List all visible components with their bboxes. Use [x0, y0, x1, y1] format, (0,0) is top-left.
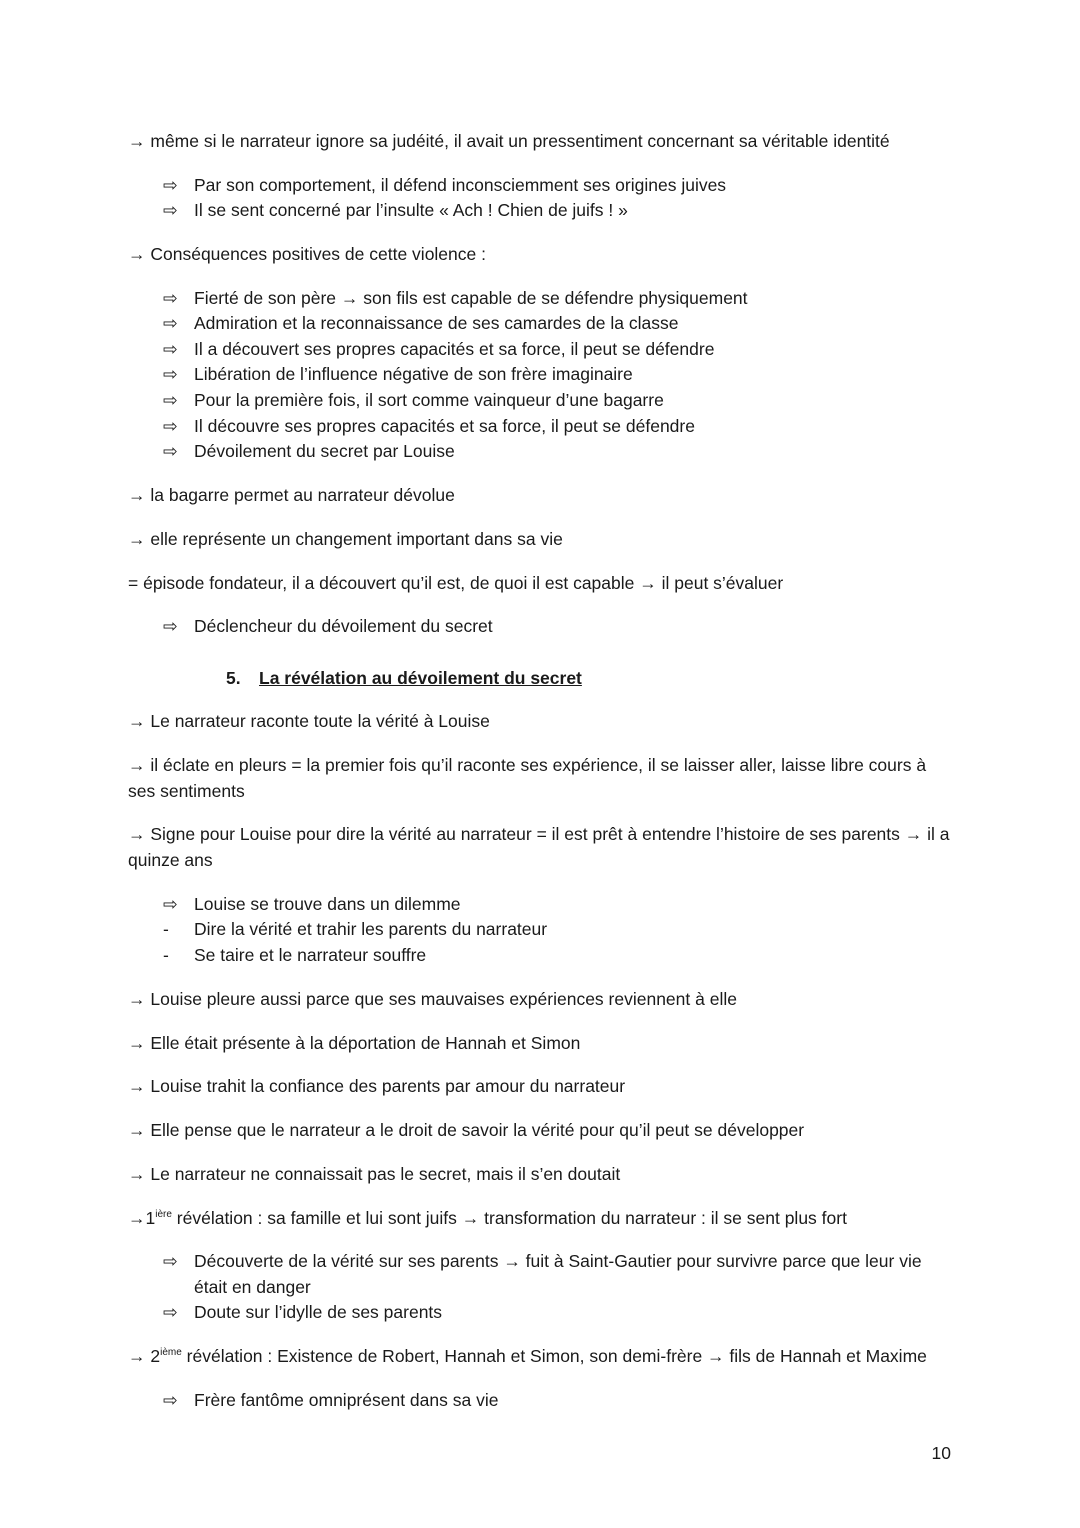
bullet-text: Dévoilement du secret par Louise [194, 441, 455, 461]
bullet-comportement [163, 172, 726, 198]
outline-arrow-icon: ⇨ [163, 200, 178, 220]
ordinal-suffix: ième [160, 1347, 182, 1358]
outline-arrow-icon: ⇨ [163, 894, 178, 914]
bullet-text: Fierté de son père → son fils est capable de se défendre physiquement [194, 288, 748, 308]
section-heading [226, 665, 582, 691]
section-title: La révélation au dévoilement du secret [259, 668, 582, 688]
outline-arrow-icon: ⇨ [163, 313, 178, 333]
bullet-capacites-1 [163, 336, 714, 362]
line-confiance: → Louise trahit la confiance des parents par amour du narrateur [128, 1076, 626, 1096]
bullet-declencheur [163, 613, 493, 639]
ordinal-suffix: ière [155, 1209, 172, 1220]
line-premiere-revelation [128, 1205, 847, 1231]
line-deuxieme-revelation [128, 1343, 927, 1369]
dash-marker: - [163, 945, 169, 965]
bullet-text: Doute sur l’idylle de ses parents [194, 1302, 443, 1322]
outline-arrow-icon: ⇨ [163, 390, 178, 410]
bullet-capacites-2 [163, 413, 695, 439]
bullet-text: Frère fantôme omniprésent dans sa vie [194, 1390, 499, 1410]
bullet-insulte [163, 197, 628, 223]
bullet-text: Pour la première fois, il sort comme vainqueur d’une bagarre [194, 390, 664, 410]
revelation-text: révélation : sa famille et lui sont juifs → transformation du narrateur : il se sent plus fort [171, 1208, 847, 1228]
bullet-frere-fantome [163, 1387, 498, 1413]
bullet-text: Découverte de la vérité sur ses parents → fuit à Saint-Gautier pour survivre parce que leur vie était en danger [194, 1251, 922, 1297]
bullet-decouverte [163, 1248, 953, 1300]
line-signe: → Signe pour Louise pour dire la vérité au narrateur = il est prêt à entendre l’histoire de ses parents → il a quinze ans [128, 824, 950, 870]
bullet-text: Louise se trouve dans un dilemme [194, 894, 461, 914]
outline-arrow-icon: ⇨ [163, 1390, 178, 1410]
bullet-text: Déclencheur du dévoilement du secret [194, 616, 493, 636]
outline-arrow-icon: ⇨ [163, 1251, 178, 1271]
bullet-dilemme [163, 891, 461, 917]
bullet-liberation [163, 361, 633, 387]
dash-text: Dire la vérité et trahir les parents du narrateur [194, 919, 548, 939]
outline-arrow-icon: ⇨ [163, 616, 178, 636]
line-consequences: → Conséquences positives de cette violence : [128, 244, 486, 264]
outline-arrow-icon: ⇨ [163, 175, 178, 195]
bullet-text: Par son comportement, il défend inconsciemment ses origines juives [194, 175, 727, 195]
bullet-fierte [163, 285, 748, 311]
dash-text: Se taire et le narrateur souffre [194, 945, 427, 965]
line-doutait: → Le narrateur ne connaissait pas le secret, mais il s’en doutait [128, 1164, 621, 1184]
line-louise-pleure: → Louise pleure aussi parce que ses mauvaises expériences reviennent à elle [128, 989, 737, 1009]
outline-arrow-icon: ⇨ [163, 339, 178, 359]
dash-item-taire [163, 942, 426, 968]
bullet-text: Libération de l’influence négative de son frère imaginaire [194, 364, 633, 384]
page-number: 10 [931, 1443, 951, 1463]
line-pleurs: → il éclate en pleurs = la premier fois qu’il raconte ses expérience, il se laisser aller, laisse libre cours à ses sentiments [128, 755, 927, 801]
bullet-idylle [163, 1299, 442, 1325]
line-droit: → Elle pense que le narrateur a le droit de savoir la vérité pour qu’il peut se développer [128, 1120, 805, 1140]
outline-arrow-icon: ⇨ [163, 416, 178, 436]
revelation-prefix: →1 [128, 1208, 156, 1228]
dash-item-verite [163, 916, 547, 942]
line-deportation: → Elle était présente à la déportation de Hannah et Simon [128, 1033, 581, 1053]
bullet-text: Il a découvert ses propres capacités et sa force, il peut se défendre [194, 339, 715, 359]
line-episode-fondateur: = épisode fondateur, il a découvert qu’il est, de quoi il est capable → il peut s’évaluer [128, 573, 784, 593]
outline-arrow-icon: ⇨ [163, 364, 178, 384]
line-bagarre: → la bagarre permet au narrateur dévolue [128, 485, 455, 505]
dash-marker: - [163, 919, 169, 939]
bullet-text: Admiration et la reconnaissance de ses camardes de la classe [194, 313, 679, 333]
section-number: 5. [226, 668, 241, 688]
revelation-prefix: → 2 [128, 1346, 161, 1366]
bullet-admiration [163, 310, 678, 336]
bullet-devoilement [163, 438, 455, 464]
line-changement: → elle représente un changement important dans sa vie [128, 529, 563, 549]
line-raconte: → Le narrateur raconte toute la vérité à Louise [128, 711, 490, 731]
bullet-text: Il découvre ses propres capacités et sa force, il peut se défendre [194, 416, 695, 436]
line-judeite: → même si le narrateur ignore sa judéité, il avait un pressentiment concernant sa véritable identité [128, 131, 890, 151]
outline-arrow-icon: ⇨ [163, 441, 178, 461]
revelation-text: révélation : Existence de Robert, Hannah et Simon, son demi-frère → fils de Hannah et Maxime [181, 1346, 927, 1366]
bullet-vainqueur [163, 387, 664, 413]
outline-arrow-icon: ⇨ [163, 288, 178, 308]
outline-arrow-icon: ⇨ [163, 1302, 178, 1322]
bullet-text: Il se sent concerné par l’insulte « Ach ! Chien de juifs ! » [194, 200, 628, 220]
